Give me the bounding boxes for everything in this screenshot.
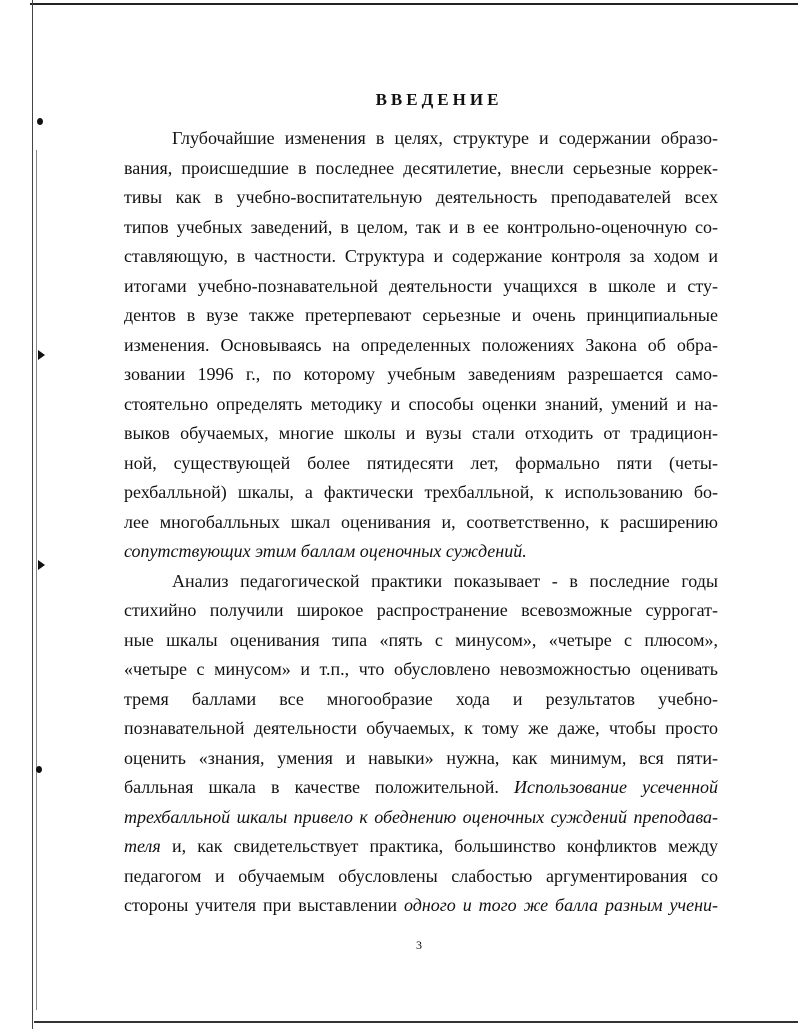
text-line: Анализ педагогической практики показывает - в последние годы [172, 570, 718, 591]
scan-left-edge-inner [36, 150, 37, 1010]
text-line: стихийно получили широкое распространение всевозможные суррогат- [124, 600, 718, 620]
scan-punch-mark [38, 560, 45, 570]
text-line: оценить «знания, умения и навыки» нужна, как минимум, вся пяти- [124, 747, 718, 768]
text-line: ставляющую, в частности. Структура и содержание контроля за ходом и [124, 246, 718, 266]
text-line: изменения. Основываясь на определенных положениях Закона об обра- [124, 334, 718, 355]
text-line: лее многобалльных шкал оценивания и, соответственно, к расширению [124, 511, 718, 532]
scan-bottom-edge [34, 1021, 798, 1023]
document-page [124, 86, 718, 921]
text-run: стороны учителя при выставлении [124, 895, 398, 915]
scan-punch-mark [37, 118, 43, 125]
text-run-italic: теля [124, 836, 161, 856]
text-run: и, как свидетельствует практика, большинство конфликтов между [171, 836, 719, 856]
text-run-italic: трехбалльной шкалы привело к обеднению оценочных суждений препода [124, 806, 696, 827]
text-run-italic: ва- [695, 806, 718, 827]
text-line-italic: сопутствующих этим баллам оценочных суждений. [124, 541, 527, 561]
text-line-mixed [124, 832, 718, 862]
text-line: итогами учебно-познавательной деятельности учащихся в школе и сту- [124, 275, 718, 296]
text-line: рехбалльной) шкалы, а фактически трехбалльной, к использованию бо- [124, 482, 718, 502]
text-line: познавательной деятельности обучаемых, к тому же даже, чтобы просто [124, 718, 718, 738]
text-line-mixed [124, 773, 718, 803]
paragraph-2 [124, 567, 718, 921]
page-number: 3 [416, 938, 422, 952]
text-line: ной, существующей более пятидесяти лет, формально пяти (четы- [124, 452, 718, 473]
text-line-italic [124, 803, 718, 833]
scan-left-edge [32, 0, 33, 1029]
text-line: ные шкалы оценивания типа «пять с минусом», «четыре с плюсом», [124, 629, 718, 650]
text-run-italic: Использование усеченной [514, 777, 718, 797]
text-line: «четыре с минусом» и т.п., что обусловлено невозможностью оценивать [124, 659, 718, 679]
text-line: зовании 1996 г., по которому учебным заведениям разрешается само- [124, 364, 718, 384]
text-line: тивы как в учебно-воспитательную деятельность преподавателей всех [124, 187, 718, 207]
scan-punch-mark [38, 350, 45, 360]
scan-top-edge [30, 3, 798, 5]
scan-punch-mark [36, 766, 42, 773]
text-run-italic: одного и того же балла разным учени- [403, 895, 718, 915]
page-title: ВВЕДЕНИЕ [375, 90, 503, 109]
text-line: Глубочайшие изменения в целях, структуре и содержании образо- [172, 128, 718, 148]
paragraph-1 [124, 124, 718, 567]
text-line: педагогом и обучаемым обусловлены слабостью аргументирования со [124, 865, 718, 886]
text-line: дентов в вузе также претерпевают серьезные и очень принципиальные [124, 305, 718, 325]
text-line: вания, происшедшие в последнее десятилетие, внесли серьезные коррек- [124, 157, 718, 178]
text-line: стоятельно определять методику и способы оценки знаний, умений и на- [124, 393, 718, 414]
text-line: тремя баллами все многообразие хода и результатов учебно- [124, 688, 718, 709]
text-line: типов учебных заведений, в целом, так и в ее контрольно-оценочную со- [124, 216, 718, 237]
text-line: выков обучаемых, многие школы и вузы стали отходить от традицион- [124, 423, 718, 443]
text-line-mixed [124, 891, 718, 921]
text-run: балльная шкала в качестве положительной. [124, 777, 499, 797]
